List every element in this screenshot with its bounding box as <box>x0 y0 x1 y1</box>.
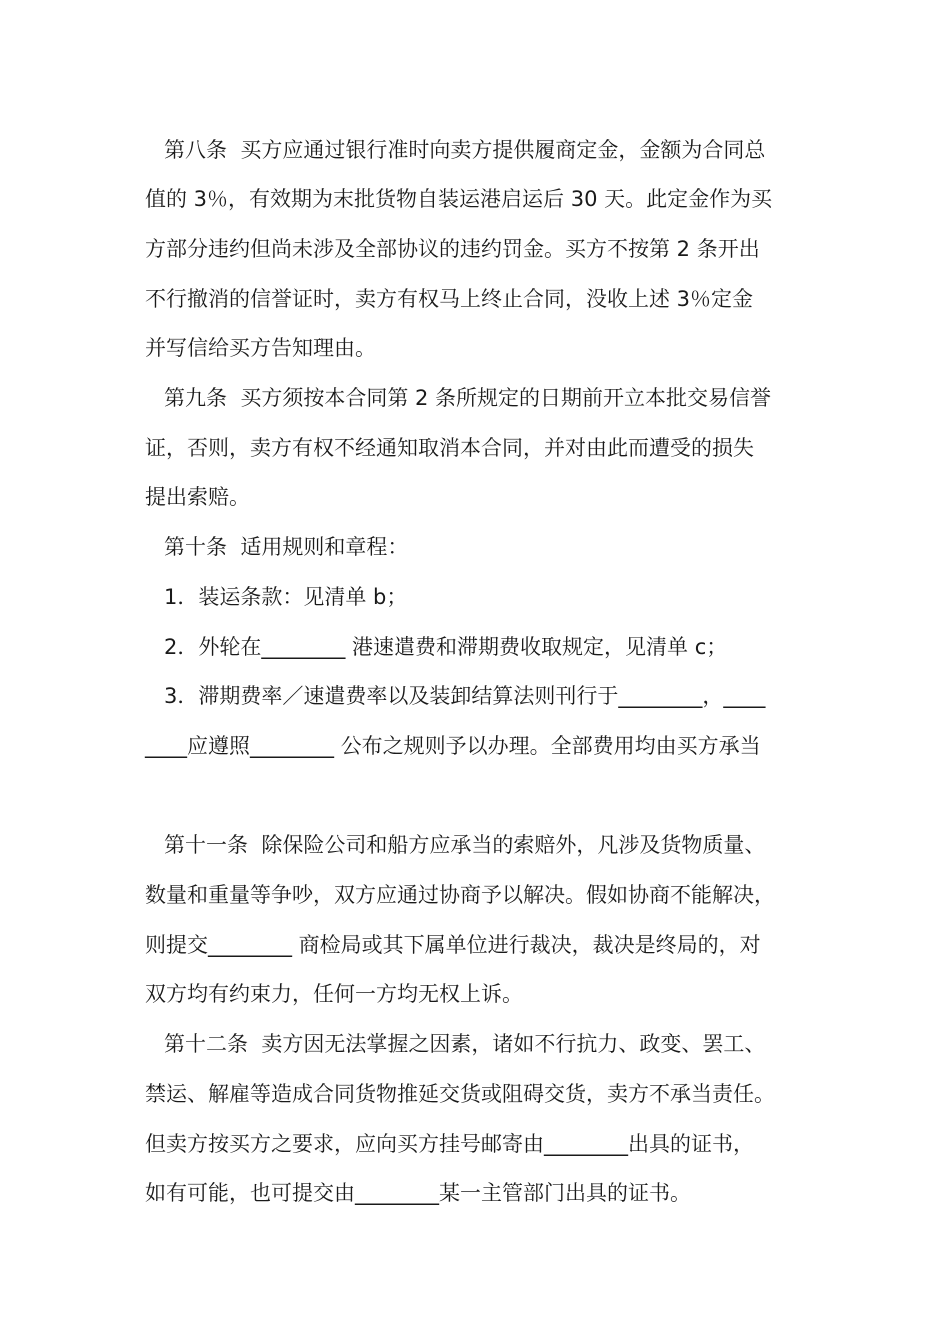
article-11-line-3: 则提交________ 商检局或其下属单位进行裁决，裁决是终局的，对 <box>145 933 761 957</box>
article-9-line-1: 第九条 买方须按本合同第 2 条所规定的日期前开立本批交易信誉 <box>164 386 772 410</box>
article-11-line-1: 第十一条 除保险公司和船方应承当的索赔外，凡涉及货物质量、 <box>164 833 766 857</box>
article-12-line-1: 第十二条 卖方因无法掌握之因素，诸如不行抗力、政变、罢工、 <box>164 1032 766 1056</box>
article-9-line-2: 证，否则，卖方有权不经通知取消本合同，并对由此而遭受的损失 <box>145 436 754 460</box>
article-10-item-1: 1．装运条款：见清单 b； <box>164 585 408 609</box>
article-8-line-5: 并写信给买方告知理由。 <box>145 336 376 360</box>
article-10-item-3-cont: ____应遵照________ 公布之规则予以办理。全部费用均由买方承当 <box>145 734 761 758</box>
article-12-line-2: 禁运、解雇等造成合同货物推延交货或阻碍交货，卖方不承当责任。 <box>145 1082 775 1106</box>
article-8-line-3: 方部分违约但尚未涉及全部协议的违约罚金。买方不按第 2 条开出 <box>145 237 760 261</box>
article-8-line-4: 不行撤消的信誉证时，卖方有权马上终止合同，没收上述 3％定金 <box>145 287 754 311</box>
article-8-line-1: 第八条 买方应通过银行准时向卖方提供履商定金，金额为合同总 <box>164 138 766 162</box>
article-12-line-4: 如有可能，也可提交由________某一主管部门出具的证书。 <box>145 1181 691 1205</box>
article-8-line-2: 值的 3％，有效期为末批货物自装运港启运后 30 天。此定金作为买 <box>145 187 773 211</box>
article-9-line-3: 提出索赔。 <box>145 485 250 509</box>
article-11-line-2: 数量和重量等争吵，双方应通过协商予以解决。假如协商不能解决， <box>145 883 775 907</box>
article-10-heading: 第十条 适用规则和章程： <box>164 535 409 559</box>
article-10-item-3: 3．滞期费率／速遣费率以及装卸结算法则刊行于________，____ <box>164 684 766 708</box>
article-11-line-4: 双方均有约束力，任何一方均无权上诉。 <box>145 982 523 1006</box>
article-12-line-3: 但卖方按买方之要求，应向买方挂号邮寄由________出具的证书， <box>145 1132 754 1156</box>
article-10-item-2: 2．外轮在________ 港速遣费和滞期费收取规定，见清单 c； <box>164 635 728 659</box>
